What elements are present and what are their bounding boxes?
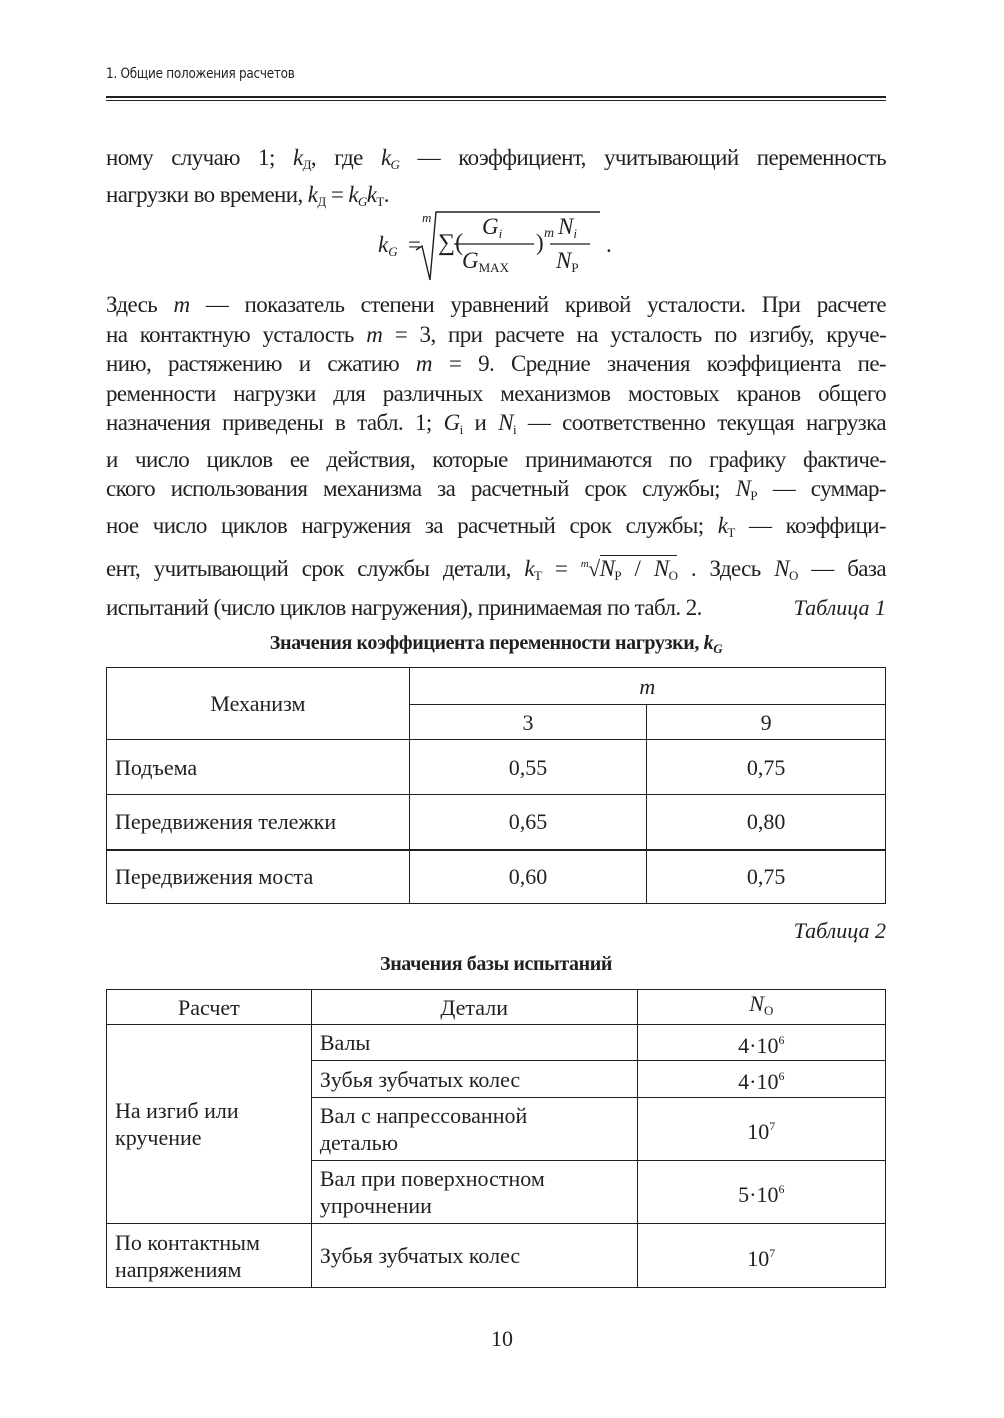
body-line: и число циклов ее действия, которые принимаются по графику фактиче- xyxy=(106,446,886,472)
part-cell: Валы xyxy=(311,1025,637,1061)
running-header: 1. Общие положения расчетов xyxy=(106,66,295,82)
table-row xyxy=(107,1224,886,1288)
page-number: 10 xyxy=(491,1326,513,1351)
table1-header-mechanism: Механизм xyxy=(107,668,410,740)
body-line: ное число циклов нагружения за расчетный срок службы; $k_Т$ — коэффици- xyxy=(106,512,886,540)
value-cell: 0,80 xyxy=(647,795,886,850)
value-cell: 0,65 xyxy=(409,795,647,850)
body-line: на контактную усталость m = 3, при расчете на усталость по изгибу, круче- xyxy=(106,321,887,347)
table1-header-m9: 9 xyxy=(647,705,886,740)
table-row xyxy=(107,740,886,795)
table1-label: Таблица 1 xyxy=(793,595,886,620)
table2-title: Значения базы испытаний xyxy=(380,953,612,975)
table2 xyxy=(106,989,886,1288)
body-line: Здесь m — показатель степени уравнений кривой усталости. При расчете xyxy=(106,292,886,317)
intro-line-1: ному случаю 1; $k_Д$, где $k_G$ — коэффициент, учитывающий переменность xyxy=(106,145,887,172)
table2-header-calc: Расчет xyxy=(107,990,312,1025)
n0-cell: $4\cdot 10^6$ xyxy=(637,1025,885,1061)
body-line: назначения приведены в табл. 1; $G_i$ и $N_i$ — соответственно текущая нагрузка xyxy=(106,410,887,437)
body-line: ского использования механизма за расчетный срок службы; $N_P$ — суммар- xyxy=(106,476,886,503)
header-rule-top xyxy=(106,96,886,98)
mechanism-cell: Подъема xyxy=(107,740,410,795)
table1-header-m3: 3 xyxy=(409,705,647,740)
table2-label: Таблица 2 xyxy=(793,918,886,943)
table1-title: Значения коэффициента переменности нагрузки, $k_G$ xyxy=(269,632,723,656)
value-cell: 0,75 xyxy=(647,740,886,795)
value-cell: 0,55 xyxy=(409,740,647,795)
part-cell: Зубья зубчатых колес xyxy=(311,1061,637,1098)
value-cell: 0,60 xyxy=(409,850,647,904)
n0-cell: $5\cdot 10^6$ xyxy=(637,1161,885,1224)
body-paragraph xyxy=(106,290,886,623)
n0-cell: $4\cdot 10^6$ xyxy=(637,1061,885,1098)
n0-cell: $10^7$ xyxy=(637,1224,885,1288)
part-cell: Зубья зубчатых колес xyxy=(311,1224,637,1288)
body-line: испытаний (число циклов нагружения), принимаемая по табл. 2. xyxy=(106,595,702,620)
mechanism-cell: Передвижения моста xyxy=(107,850,410,904)
value-cell: 0,75 xyxy=(647,850,886,904)
table1 xyxy=(106,667,886,904)
calc-cell: По контактным напряжениям xyxy=(107,1224,312,1288)
table1-header-m: m xyxy=(409,668,885,705)
radical-sign-icon: √ xyxy=(588,556,600,581)
intro-line-2: нагрузки во времени, $k_Д = k_Gk_Т$. xyxy=(106,181,389,209)
header-rule-bottom xyxy=(106,100,886,101)
body-line: ент, учитывающий срок службы детали, $k_Т = ^m√N_P / N_O$ . Здесь $N_O$ — база xyxy=(106,556,887,583)
body-line: нию, растяжению и сжатию m = 9. Средние значения коэффициента пе- xyxy=(106,351,886,376)
table-row xyxy=(107,850,886,904)
table2-header-n0: $N_O$ xyxy=(637,990,885,1025)
calc-cell: На изгиб или кручение xyxy=(107,1025,312,1224)
n0-cell: $10^7$ xyxy=(637,1098,885,1161)
table-row xyxy=(107,1025,886,1061)
part-cell: Вал с напрессованной деталью xyxy=(311,1098,637,1161)
formula-kg: $k_G$ = m ∑( $G_i$ $G_{MAX}$ ) m $N_i$ $N_P$ . xyxy=(378,206,638,286)
table-row xyxy=(107,795,886,850)
body-line: ременности нагрузки для различных механизмов мостовых кранов общего xyxy=(106,380,886,406)
part-cell: Вал при поверхностном упрочнении xyxy=(311,1161,637,1224)
mechanism-cell: Передвижения тележки xyxy=(107,795,410,850)
table2-header-parts: Детали xyxy=(311,990,637,1025)
